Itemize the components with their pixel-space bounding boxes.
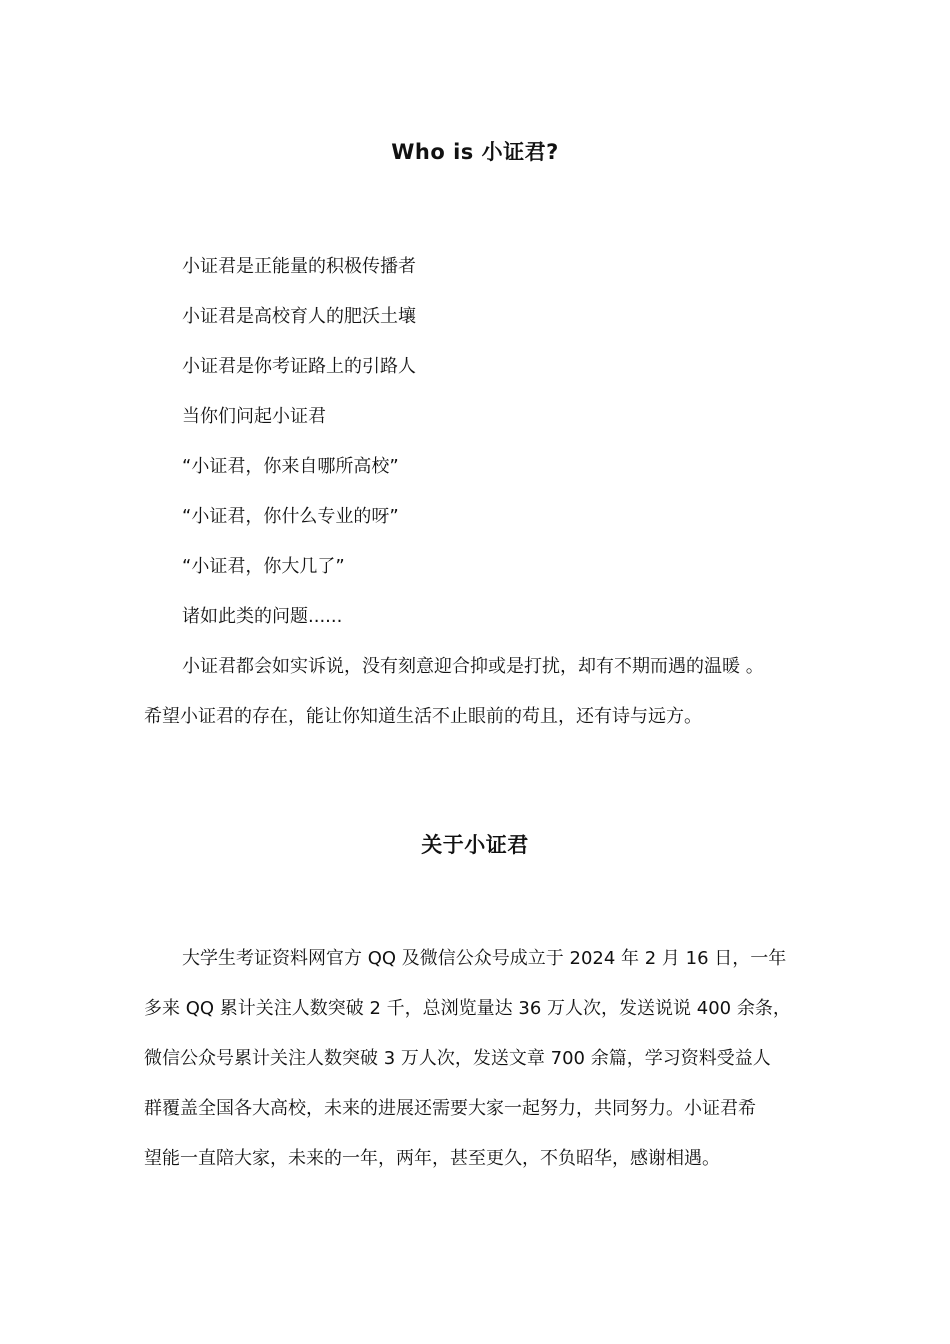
paragraph-line: 小证君都会如实诉说，没有刻意迎合抑或是打扰，却有不期而遇的温暖 。 (182, 656, 764, 677)
quote-line: “小证君，你来自哪所高校” (182, 456, 399, 477)
section-title-about: 关于小证君 (421, 833, 529, 857)
paragraph-line: 小证君是你考证路上的引路人 (182, 356, 416, 377)
about-paragraph-line: 望能一直陪大家，未来的一年，两年，甚至更久，不负昭华，感谢相遇。 (144, 1148, 720, 1169)
about-paragraph-line: 微信公众号累计关注人数突破 3 万人次，发送文章 700 余篇，学习资料受益人 (144, 1048, 771, 1069)
section-title-who-is: Who is 小证君? (391, 140, 559, 164)
paragraph-line: 小证君是正能量的积极传播者 (182, 256, 416, 277)
about-paragraph-line: 多来 QQ 累计关注人数突破 2 千，总浏览量达 36 万人次，发送说说 400 余条， (144, 998, 791, 1019)
paragraph-line: 当你们问起小证君 (182, 406, 326, 427)
paragraph-line: 希望小证君的存在，能让你知道生活不止眼前的苟且，还有诗与远方。 (144, 706, 702, 727)
about-paragraph-line: 大学生考证资料网官方 QQ 及微信公众号成立于 2024 年 2 月 16 日，一年 (182, 948, 787, 969)
about-paragraph-line: 群覆盖全国各大高校，未来的进展还需要大家一起努力，共同努力。小证君希 (144, 1098, 756, 1119)
paragraph-line: 小证君是高校育人的肥沃土壤 (182, 306, 416, 327)
paragraph-line: 诸如此类的问题...... (182, 606, 343, 627)
quote-line: “小证君，你什么专业的呀” (182, 506, 399, 527)
quote-line: “小证君，你大几了” (182, 556, 345, 577)
